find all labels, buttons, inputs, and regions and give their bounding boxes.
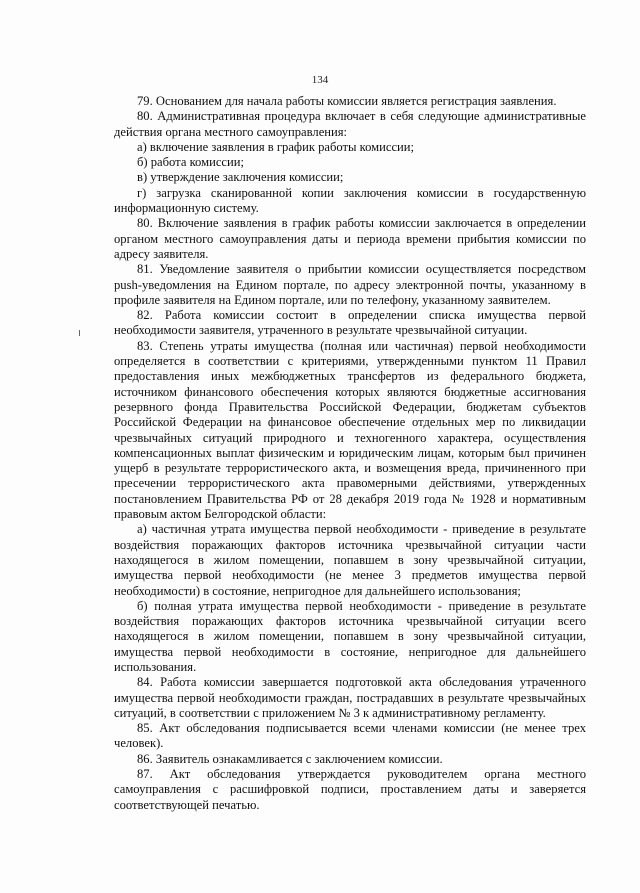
paragraph-80-item-b: б) работа комиссии;: [137, 155, 244, 170]
paragraph-85: 85. Акт обследования подписывается всеми членами комиссии (не менее трех человек).: [114, 721, 586, 751]
paragraph-79: 79. Основанием для начала работы комиссии является регистрация заявления.: [137, 94, 557, 108]
page-number: 134: [311, 74, 329, 86]
paragraph-80-item-d: г) загрузка сканированной копии заключения комиссии в государственную информационную систему.: [114, 185, 586, 216]
paragraph-86: 86. Заявитель ознакамливается с заключением комиссии.: [137, 751, 443, 766]
paragraph-80-item-c: в) утверждение заключения комиссии;: [137, 170, 344, 185]
paragraph-80: 80. Административная процедура включает в себя следующие административные действия органа местного самоуправления:: [114, 109, 586, 139]
paragraph-82: 82. Работа комиссии состоит в определении списка имущества первой необходимости заявителя, утраченного в результате чрезвычайной ситуации.: [114, 308, 586, 338]
paragraph-84: 84. Работа комиссии завершается подготовкой акта обследования утраченного имущества первой необходимости граждан, пострадавших в результате чрезвычайных ситуаций, в соответствии с приложением № 3 к административному регламенту.: [114, 675, 586, 720]
paragraph-81: 81. Уведомление заявителя о прибытии комиссии осуществляется посредством push-уведомления на Едином портале, по адресу электронной почты, указанному в профиле заявителя на Едином портале, или по телефону, указанному заявителем.: [114, 262, 586, 307]
paragraph-80-inclusion: 80. Включение заявления в график работы комиссии заключается в определении органом местного самоуправления даты и периода времени прибытия комиссии по адресу заявителя.: [114, 216, 586, 261]
margin-mark: [79, 330, 80, 336]
paragraph-83-item-b: б) полная утрата имущества первой необходимости - приведение в результате воздействия поражающих факторов источника чрезвычайной ситуации всего находящегося в жилом помещении, попавшем в зону чрезвычайной ситуации, имущества первой необходимости в состояние, непригодное для дальнейшего использования.: [114, 598, 586, 674]
paragraph-83: 83. Степень утраты имущества (полная или частичная) первой необходимости определяется в соответствии с критериями, утвержденными пунктом 11 Правил предоставления иных межбюджетных трансфертов из федерального бюджета, источником финансового обеспечения которых являются бюджетные ассигнования резервного фонда Правительства Российской Федерации, бюджетам субъектов Российской Федерации на финансовое обеспечение отдельных мер по ликвидации чрезвычайных ситуаций природного и техногенного характера, осуществления компенсационных выплат физическим и юридическим лицам, которым был причинен ущерб в результате террористического акта, и возмещения вреда, причиненного при пресечении террористического акта правомерными действиями, утвержденных постановлением Правительства РФ от 28 декабря 2019 года № 1928 и нормативным правовым актом Белгородской области:: [114, 338, 586, 522]
paragraph-80-item-a: а) включение заявления в график работы комиссии;: [137, 139, 415, 154]
document-body: [114, 94, 586, 813]
paragraph-83-item-a: а) частичная утрата имущества первой необходимости - приведение в результате воздействия поражающих факторов источника чрезвычайной ситуации части находящегося в жилом помещении, попавшем в зону чрезвычайной ситуации, имущества первой необходимости (не менее 3 предметов имущества первой необходимости) в состояние, непригодное для дальнейшего использования;: [114, 522, 586, 598]
paragraph-87: 87. Акт обследования утверждается руководителем органа местного самоуправления с расшифровкой подписи, проставлением даты и заверяется соответствующей печатью.: [114, 767, 586, 812]
